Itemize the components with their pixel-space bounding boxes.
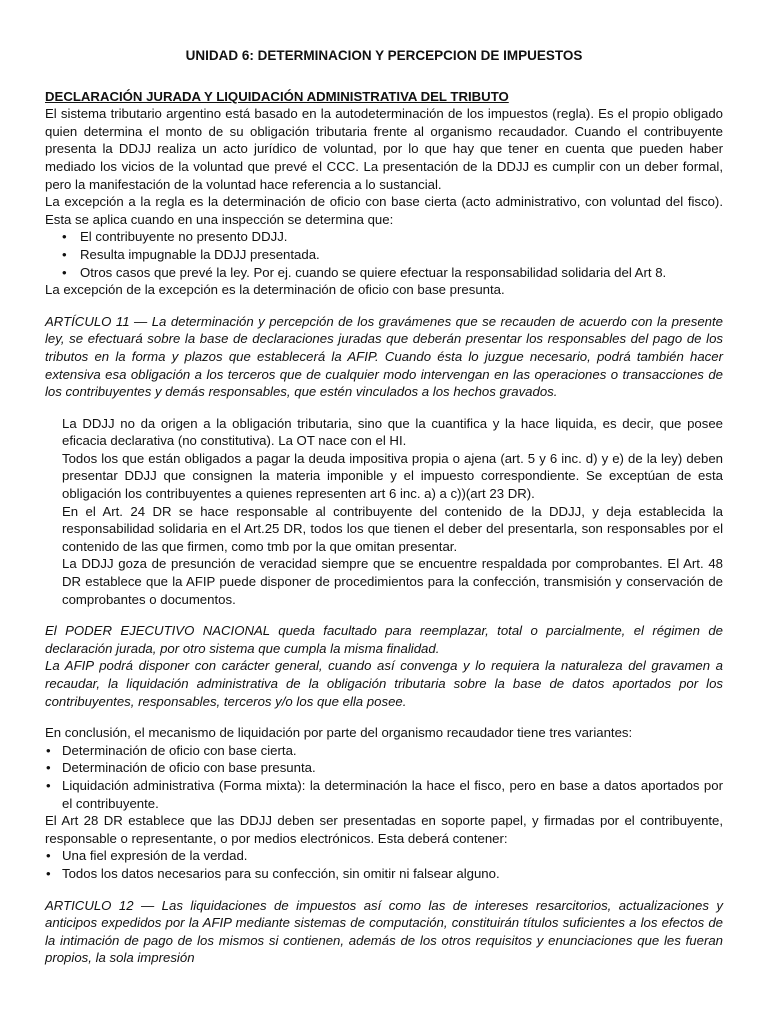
- list-item: • Determinación de oficio con base cierta.: [45, 742, 723, 760]
- exception-bullet-list: [45, 228, 723, 281]
- list-item: • Otros casos que prevé la ley. Por ej. cuando se quiere efectuar la responsabilidad solidaria del Art 8.: [45, 264, 723, 282]
- commentary-paragraph: Todos los que están obligados a pagar la deuda impositiva propia o ajena (art. 5 y 6 inc. d) y e) de la ley) deben presentar DDJJ que consignen la materia imponible y el impuesto correspondiente. Se exceptúan de esta obligación los contribuyentes a quienes representen art 6 inc. a) a c))(art 23 DR).: [62, 450, 723, 502]
- article-12-paragraph: ARTICULO 12 — Las liquidaciones de impuestos así como las de intereses resarcitorios, actualizaciones y anticipos expedidos por la AFIP mediante sistemas de computación, constituirán títulos suficientes a los efectos de la intimación de pago de los mismos si contienen, además de los otros requisitos y enunciaciones que les fueran propios, la sola impresión: [45, 897, 723, 966]
- conclusion-bullet-list: [45, 742, 723, 812]
- list-item: • Liquidación administrativa (Forma mixta): la determinación la hace el fisco, pero en base a datos aportados por el contribuyente.: [45, 777, 723, 812]
- article-11-paragraph: ARTÍCULO 11 — La determinación y percepción de los gravámenes que se recauden de acuerdo con la presente ley, se efectuará sobre la base de declaraciones juradas que deberán presentar los responsables del pago de los tributos en la forma y plazos que establecerá la AFIP. Cuando ésta lo juzgue necesario, podrá también hacer extensiva esa obligación a los terceros que de cualquier modo intervengan en las operaciones o transacciones de los contribuyentes y demás responsables, que estén vinculados a los hechos gravados.: [45, 313, 723, 400]
- poder-ejecutivo-paragraph: El PODER EJECUTIVO NACIONAL queda facultado para reemplazar, total o parcialmente, el régimen de declaración jurada, por otro sistema que cumpla la misma finalidad.: [45, 623, 723, 656]
- commentary-paragraph: La DDJJ goza de presunción de veracidad siempre que se encuentre respaldada por comprobantes. El Art. 48 DR establece que la AFIP puede disponer de procedimientos para la confección, transmisión y conservación de comprobantes o documentos.: [62, 556, 723, 607]
- document-title: UNIDAD 6: DETERMINACION Y PERCEPCION DE IMPUESTOS: [185, 48, 583, 63]
- conclusion-paragraph: En conclusión, el mecanismo de liquidación por parte del organismo recaudador tiene tres variantes:: [45, 725, 633, 741]
- commentary-paragraph: En el Art. 24 DR se hace responsable al contribuyente del contenido de la DDJJ, y deja establecida la responsabilidad solidaria en el Art.25 DR, todos los que tienen el deber del presentarla, son responsables por el contenido de las que firmen, como tmb por la que omitan presentar.: [62, 503, 723, 554]
- list-item: • El contribuyente no presento DDJJ.: [45, 228, 723, 246]
- document-page: [45, 0, 723, 967]
- afip-liquidacion-paragraph: La AFIP podrá disponer con carácter general, cuando así convenga y lo requiera la naturaleza del gravamen a recaudar, la liquidación administrativa de la obligación tributaria sobre la base de datos aportados por los contribuyentes, responsables, terceros y/o los que ella posee.: [45, 658, 723, 709]
- commentary-block: [45, 415, 723, 609]
- section-heading: DECLARACIÓN JURADA Y LIQUIDACIÓN ADMINISTRATIVA DEL TRIBUTO: [45, 88, 509, 104]
- exception-of-exception-paragraph: La excepción de la excepción es la determinación de oficio con base presunta.: [45, 282, 505, 298]
- exception-paragraph: La excepción a la regla es la determinación de oficio con base cierta (acto administrativo, con voluntad del fisco). Esta se aplica cuando en una inspección se determina que:: [45, 194, 723, 227]
- list-item: • Una fiel expresión de la verdad.: [45, 847, 723, 865]
- art-28-bullet-list: [45, 847, 723, 882]
- art-28-paragraph: El Art 28 DR establece que las DDJJ deben ser presentadas en soporte papel, y firmadas por el contribuyente, responsable o representante, o por medios electrónicos. Esta deberá contener:: [45, 813, 723, 846]
- list-item: • Todos los datos necesarios para su confección, sin omitir ni falsear alguno.: [45, 865, 723, 883]
- intro-paragraph: El sistema tributario argentino está basado en la autodeterminación de los impuestos (regla). Es el propio obligado quien determina el monto de su obligación tributaria frente al organismo recaudador. Cuando el contribuyente presenta la DDJJ realiza un acto jurídico de voluntad, por lo que hay que tener en cuenta que pueden haber mediado los vicios de la voluntad que prevé el CCC. La presentación de la DDJJ es cumplir con un deber formal, pero la manifestación de la voluntad hace referencia a lo sustancial.: [45, 106, 723, 192]
- list-item: • Resulta impugnable la DDJJ presentada.: [45, 246, 723, 264]
- list-item: • Determinación de oficio con base presunta.: [45, 759, 723, 777]
- commentary-paragraph: La DDJJ no da origen a la obligación tributaria, sino que la cuantifica y la hace liquida, es decir, que posee eficacia declarativa (no constitutiva). La OT nace con el HI.: [62, 415, 723, 449]
